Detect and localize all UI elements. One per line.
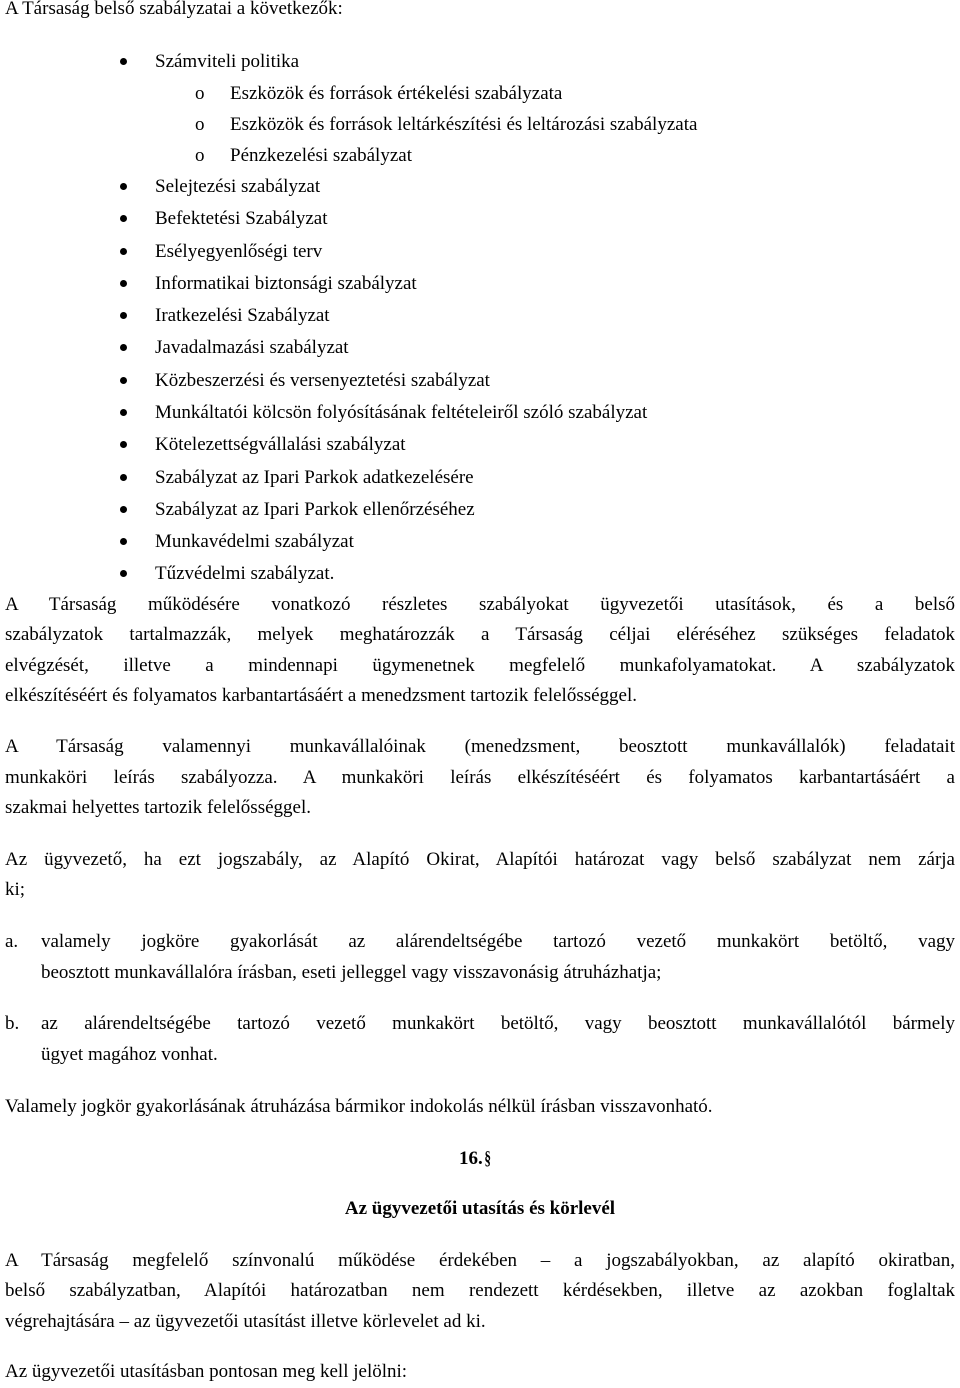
bullet-icon [120, 344, 127, 351]
section-number: 16.§ [459, 1143, 492, 1174]
bullet-icon [120, 506, 127, 513]
bullet-icon [120, 312, 127, 319]
document-page: A Társaság belső szabályzatai a következők: Számviteli politika o Eszközök és források értékelési szabályzata o Eszközök és források leltárkészítési és leltározási szabályzata o Pénzkezelési szabályzat Selejtezési szabályzat Befektetési Szabályzat Esélyegyenlőségi terv Informatikai biztonsági szabályzat Iratkezelési Szabályzat Javadalmazási szabályzat Közbeszerzési és versenyeztetési szabályzat Munkáltatói kölcsön folyósításának feltételeiről szóló szabályzat Kötelezettségvállalási szabályzat Szabályzat az Ipari Parkok adatkezelésére Szabályzat az Ipari Parkok ellenőrzéséhez Munkavédelmi szabályzat Tűzvédelmi szabályzat. A Társaság működésére vonatkozó részletes szabályokat ügyvezetői utasítások, és a belső szabályzatok tartalmazzák, melyek meghatározzák a Társaság céljai eléréséhez szükséges feladatok elvégzését, illetve a mindennapi ügymenetnek megfelelő munkafolyamatokat. A szabályzatok elkészítéséért és folyamatos karbantartásáért a menedzsment tartozik felelősséggel. A Társaság valamennyi munkavállalóinak (menedzsment, beosztott munkavállalók) feladatait munkaköri leírás szabályozza. A munkaköri leírás elkészítéséért és folyamatos karbantartásáért a szakmai helyettes tartozik felelősséggel. Az ügyvezető, ha ezt jogszabály, az Alapító Okirat, Alapítói határozat vagy belső szabályzat nem zárja ki; a. valamely jogköre gyakorlását az alárendeltségébe tartozó vezető munkakört betöltő, vagy beosztott munkavállalóra írásban, eseti jelleggel vagy visszavonásig átruházhatja; b. az alárendeltségébe tartozó vezető munkakört betöltő, vagy beosztott munkavállalótól bármely ügyet magához vonhat. Valamely jogkör gyakorlásának átruházása bármikor indokolás nélkül írásban visszavonható. 16.§ Az ügyvezetői utasítás és körlevél A Társaság megfelelő színvonalú működése érdekében – a jogszabályokban, az alapító okiratban, belső szabályzatban, Alapítói határozatban nem rendezett kérdésekben, illetve az azokban foglaltak végrehajtására – az ügyvezetői utasítást illetve körlevelet ad ki. Az ügyvezetői utasításban pontosan meg kell jelölni: [0, 0, 960, 1388]
bullet-icon [120, 58, 127, 65]
bullet-icon [120, 280, 127, 287]
circle-bullet-icon: o [195, 145, 205, 166]
bullet-icon [120, 441, 127, 448]
section-sign-icon: § [484, 1148, 491, 1169]
bullet-icon [120, 538, 127, 545]
paragraph-4: Valamely jogkör gyakorlásának átruházása bármikor indokolás nélkül írásban visszavonható. [5, 1096, 713, 1117]
bullet-icon [120, 183, 127, 190]
paragraph-6: Az ügyvezetői utasításban pontosan meg kell jelölni: [5, 1361, 408, 1382]
item-marker: a. [5, 931, 19, 952]
bullet-icon [120, 215, 127, 222]
item-marker: b. [5, 1013, 20, 1034]
section-title: Az ügyvezetői utasítás és körlevél [344, 1198, 616, 1219]
intro-text: A Társaság belső szabályzatai a következők: [5, 0, 343, 19]
bullet-icon [120, 474, 127, 481]
circle-bullet-icon: o [195, 83, 205, 104]
bullet-icon [120, 377, 127, 384]
bullet-icon [120, 570, 127, 577]
bullet-icon [120, 248, 127, 255]
bullet-icon [120, 409, 127, 416]
circle-bullet-icon: o [195, 114, 205, 135]
